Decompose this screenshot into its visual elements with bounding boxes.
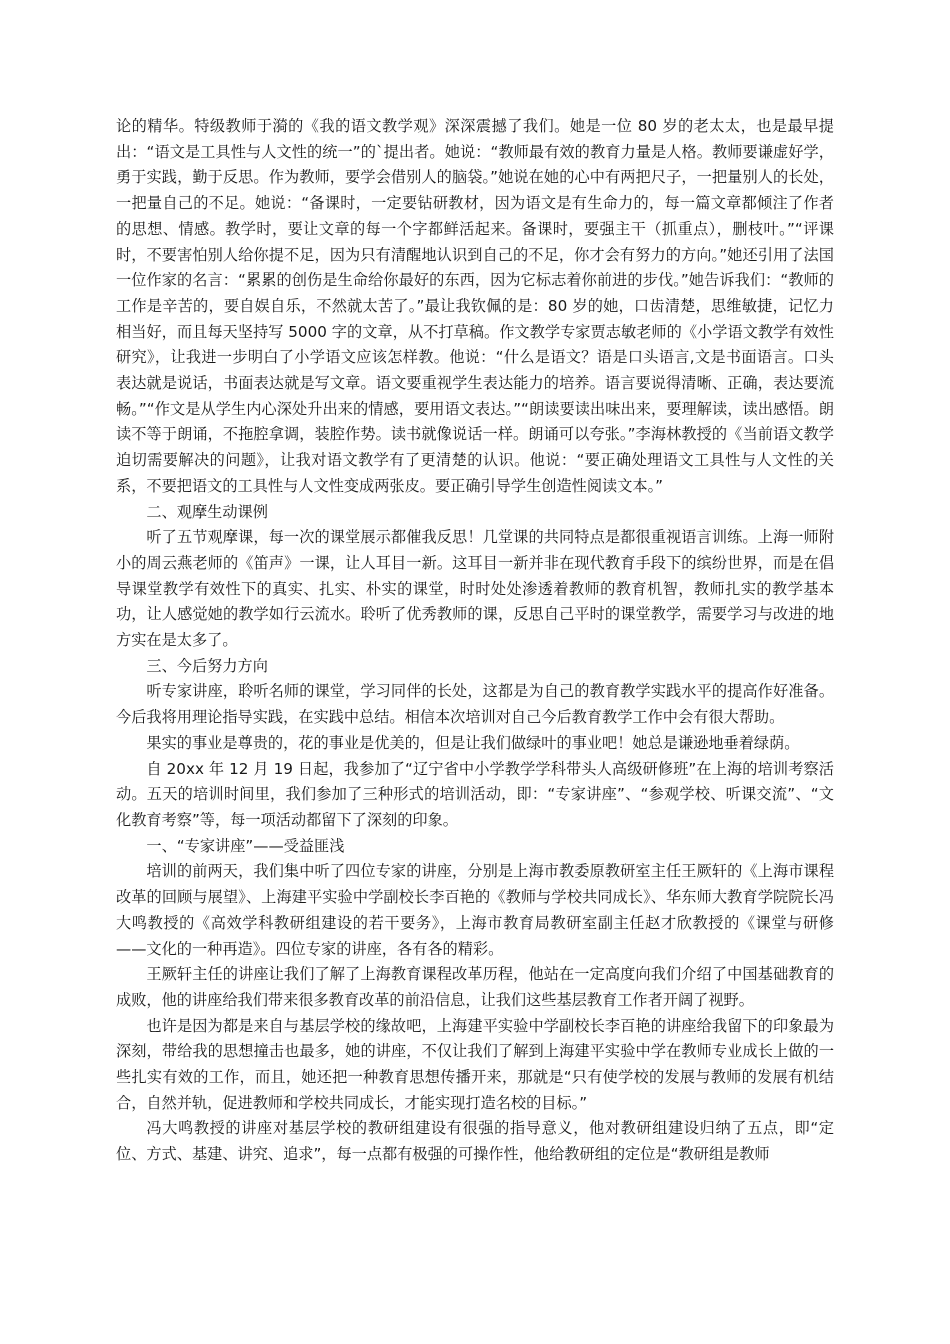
paragraph-feng-lecture: 冯大鸣教授的讲座对基层学校的教研组建设有很强的指导意义，他对教研组建设归纳了五点，即“定位、方式、基建、讲究、追求”，每一点都有极强的可操作性，他给教研组的定位是“教研组是教师	[116, 1119, 834, 1164]
paragraph-future-direction: 听专家讲座，聆听名师的课堂，学习同伴的长处，这都是为自己的教育教学实践水平的提高作好准备。今后我将用理论指导实践，在实践中总结。相信本次培训对自己今后教育教学工作中会有很大帮助。	[116, 682, 834, 727]
paragraph-observe-lessons: 听了五节观摩课，每一次的课堂展示都催我反思！几堂课的共同特点是都很重视语言训练。上海一师附小的周云燕老师的《笛声》一课，让人耳目一新。这耳目一新并非在现代教育手段下的缤纷世界，而是在倡导课堂教学有效性下的真实、扎实、朴实的课堂，时时处处渗透着教师的教育机智，教师扎实的教学基本功，让人感觉她的教学如行云流水。聆听了优秀教师的课，反思自己平时的课堂教学，需要学习与改进的地方实在是太多了。	[116, 528, 834, 650]
section-heading-future-direction: 三、今后努力方向	[146, 656, 268, 675]
paragraph-teacher-quotes: 论的精华。特级教师于漪的《我的语文教学观》深深震撼了我们。她是一位 80 岁的老太太，也是最早提出：“语文是工具性与人文性的统一”的`提出者。她说：“教师最有效的教育力量是人格。教师要谦虚好学，勇于实践，勤于反思。作为教师，要学会借别人的脑袋。”她说在她的心中有两把尺子，一把量别人的长处，一把量自己的不足。她说：“备课时，一定要钻研教材，因为语文是有生命力的，每一篇文章都倾注了作者的思想、情感。教学时，要让文章的每一个字都鲜活起来。备课时，要强主干（抓重点），删枝叶。”“评课时，不要害怕别人给你提不足，因为只有清醒地认识到自己的不足，你才会有努力的方向。”她还引用了法国一位作家的名言：“累累的创伤是生命给你最好的东西，因为它标志着你前进的步伐。”她告诉我们：“教师的工作是辛苦的，要自娱自乐，不然就太苦了。”最让我钦佩的是：80 岁的她，口齿清楚，思维敏捷，记忆力相当好，而且每天坚持写 5000 字的文章，从不打草稿。作文教学专家贾志敏老师的《小学语文教学有效性研究》，让我进一步明白了小学语文应该怎样教。他说：“什么是语文？语是口头语言,文是书面语言。口头表达就是说话，书面表达就是写文章。语文要重视学生表达能力的培养。语言要说得清晰、正确，表达要流畅。”“作文是从学生内心深处升出来的情感，要用语文表达。”“朗读要读出味出来，要理解读，读出感悟。朗读不等于朗诵，不拖腔拿调，装腔作势。读书就像说话一样。朗诵可以夸张。”李海林教授的《当前语文教学迫切需要解决的问题》，让我对语文教学有了更清楚的认识。他说：“要正确处理语文工具性与人文性的关系，不要把语文的工具性与人文性变成两张皮。要正确引导学生创造性阅读文本。”	[116, 117, 834, 495]
document-page	[116, 114, 834, 1168]
section-heading-observe-lessons: 二、观摩生动课例	[146, 502, 268, 521]
paragraph-four-experts: 培训的前两天，我们集中听了四位专家的讲座，分别是上海市教委原教研室主任王厥轩的《上海市课程改革的回顾与展望》、上海建平实验中学副校长李百艳的《教师与学校共同成长》、华东师大教育学院院长冯大鸣教授的《高效学科教研组建设的若干要务》，上海市教育局教研室副主任赵才欣教授的《课堂与研修——文化的一种再造》。四位专家的讲座，各有各的精彩。	[116, 862, 834, 958]
paragraph-green-leaf: 果实的事业是尊贵的，花的事业是优美的，但是让我们做绿叶的事业吧！她总是谦逊地垂着绿荫。	[146, 733, 800, 752]
paragraph-li-lecture: 也许是因为都是来自与基层学校的缘故吧，上海建平实验中学副校长李百艳的讲座给我留下的印象最为深刻，带给我的思想撞击也最多，她的讲座，不仅让我们了解到上海建平实验中学在教师专业成长上做的一些扎实有效的工作，而且，她还把一种教育思想传播开来，那就是“只有使学校的发展与教师的发展有机结合，自然并轨，促进教师和学校共同成长，才能实现打造名校的目标。”	[116, 1016, 834, 1112]
paragraph-wang-lecture: 王厥轩主任的讲座让我们了解了上海教育课程改革历程，他站在一定高度向我们介绍了中国基础教育的成败，他的讲座给我们带来很多教育改革的前沿信息，让我们这些基层教育工作者开阔了视野。	[116, 965, 834, 1009]
paragraph-training-intro: 自 20xx 年 12 月 19 日起，我参加了“辽宁省中小学教学学科带头人高级研修班”在上海的培训考察活动。五天的培训时间里，我们参加了三种形式的培训活动，即：“专家讲座”、“参观学校、听课交流”、“文化教育考察”等，每一项活动都留下了深刻的印象。	[116, 759, 834, 829]
section-heading-expert-lectures: 一、“专家讲座”——受益匪浅	[146, 836, 345, 855]
